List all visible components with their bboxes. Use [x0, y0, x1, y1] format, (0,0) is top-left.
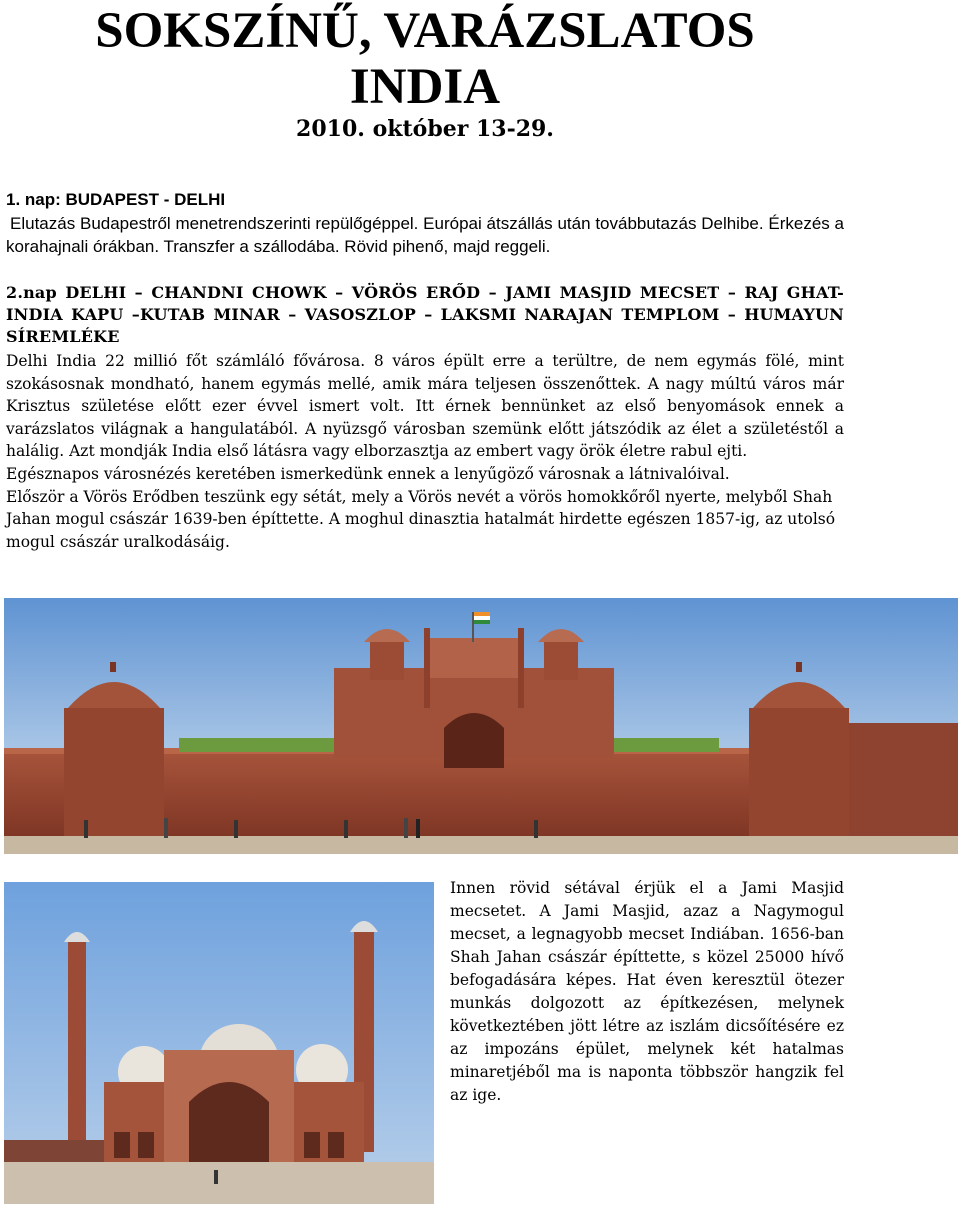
jama-masjid-photo	[4, 882, 434, 1204]
day2-paragraph-1: Delhi India 22 millió főt számláló fővárosa. 8 város épült erre a terültre, de nem egymás fölé, mint szokásosnak mondható, hanem egymás mellé, amik mára teljesen összenőttek. A nagy múltú város már Krisztus születése előtt ezer évvel ismert volt. Itt érnek bennünket az első benyomások ennek a varázslatos világnak a hangulatából. A nyüzsgő városban szemünk előtt játszódik az élet a születéstől a halálig. Azt mondják India első látásra vagy elborzasztja az embert vagy örök életre rabul ejti.	[6, 352, 844, 461]
page-title-line2: INDIA	[349, 59, 501, 115]
day2-paragraph-3: Először a Vörös Erődben teszünk egy sétát, mely a Vörös nevét a vörös homokkőről nyerte, melyből Shah Jahan mogul császár 1639-ben építtette. A moghul dinasztia hatalmát hirdette egészen 1857-ig, az utolsó mogul császár uralkodásáig.	[6, 487, 836, 551]
day1-text: Elutazás Budapestről menetrendszerinti repülőgéppel. Európai átszállás után továbbutazás Delhibe. Érkezés a korahajnali órákban. Transzfer a szállodába. Rövid pihenő, majd reggeli.	[6, 214, 844, 256]
page-title-line1: SOKSZÍNŰ, VARÁZSLATOS	[95, 3, 755, 59]
trip-date: 2010. október 13-29.	[296, 116, 554, 142]
jama-masjid-text: Innen rövid sétával érjük el a Jami Masjid mecsetet. A Jami Masjid, azaz a Nagymogul mecset, a legnagyobb mecset Indiában. 1656-ban Shah Jahan császár építtette, s közel 25000 hívő befogadására képes. Hat éven keresztül ötezer munkás dolgozott az építkezésen, melynek következtében jött létre az iszlám dicsőítésére ez az impozáns épület, melynek két hatalmas minaretjéből ma is naponta többször hangzik fel az ige.	[450, 879, 844, 1104]
day2-body	[6, 350, 844, 553]
day2-paragraph-2: Egésznapos városnézés keretében ismerkedünk ennek a lenyűgöző városnak a látnivalóival.	[6, 464, 730, 483]
red-fort-photo	[4, 598, 958, 854]
day1-heading: 1. nap: BUDAPEST - DELHI	[6, 190, 226, 209]
day2-heading: 2.nap DELHI – CHANDNI CHOWK – VÖRÖS ERŐD – JAMI MASJID MECSET – RAJ GHAT- INDIA KAPU –KUTAB MINAR – VASOSZLOP – LAKSMI NARAJAN TEMPLOM – HUMAYUN SÍREMLÉKE	[6, 283, 844, 346]
